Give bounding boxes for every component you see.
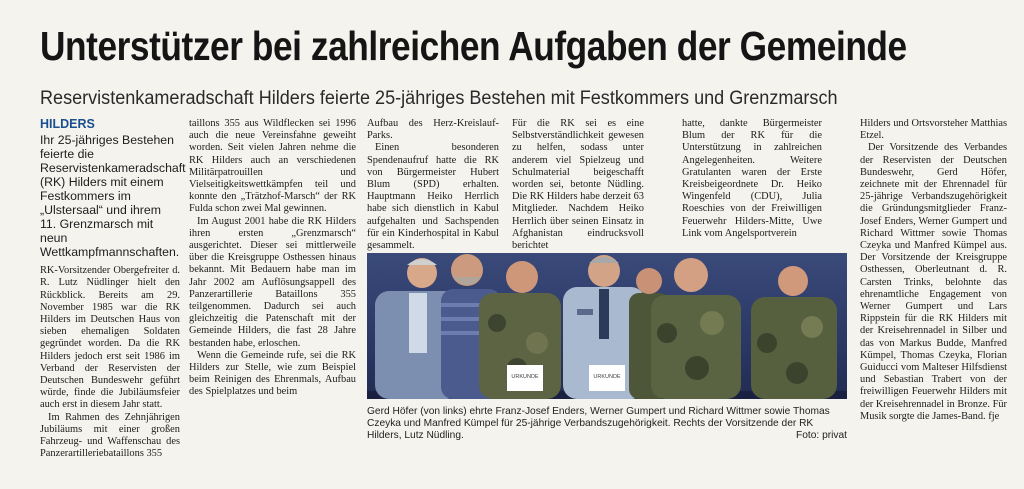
person-figure bbox=[479, 261, 561, 399]
article-column-6 bbox=[860, 118, 1007, 448]
headline: Unterstützer bei zahlreichen Aufgaben der Gemeinde bbox=[40, 23, 907, 69]
paragraph: hatte, dankte Bürgermeister Blum der RK für die Unterstützung in zahlreichen Angelegenheiten. Weitere Gratulanten waren der Erste Kreisbeigeordnete Dr. Heiko Wingenfeld (CDU), Julia Roeschies von der Freiwilligen Feuerwehr Hilders-Mitte, Uwe Link vom Angelsportverein bbox=[682, 118, 822, 239]
person-figure bbox=[651, 258, 741, 399]
photo-caption bbox=[367, 406, 847, 442]
photo-credit: Foto: privat bbox=[796, 430, 847, 441]
paragraph: taillons 355 aus Wildflecken sei 1996 auch die neue Vereinsfahne geweiht worden. Seit vielen Jahren nehme die RK Hilders auch an verschiedenen Militärpatrouillen und Vielseitigkeitswettkämpfen teil und konnte den „Trätzhof-Marsch“ der RK Fulda schon zwei Mal gewinnen. bbox=[189, 118, 356, 215]
lead-paragraph: Ihr 25-jähriges Bestehen feierte die Reservistenkameradschaft (RK) Hilders mit einem Festkommers im „Ulstersaal“ und ihrem 11. Grenzmarsch mit neun Wettkampfmannschaften. bbox=[40, 133, 186, 260]
group-photo bbox=[367, 253, 847, 399]
article-column-2 bbox=[189, 118, 356, 448]
paragraph: Einen besonderen Spendenaufruf hatte die RK von Bürgermeister Hubert Blum (SPD) erhalten. Hauptmann Heiko Herrlich habe sich dienstlich in Kabul aufgehalten und Sachspenden für ein Kinderhospital in Kabul gesammelt. bbox=[367, 142, 499, 252]
paragraph: Wenn die Gemeinde rufe, sei die RK Hilders zur Stelle, wie zum Beispiel beim Reinigen des Ehrenmals, Aufbau des Spielplatzes und beim bbox=[189, 349, 356, 398]
paragraph: Hilders und Ortsvorsteher Matthias Etzel. bbox=[860, 118, 1007, 142]
paragraph: Der Vorsitzende des Verbandes der Reservisten der Deutschen Bundeswehr, Gerd Höfer, zeichnete mit der Ehrennadel für 25-jährige Verbandszugehörigkeit die Gründungsmitglieder Franz-Josef Enders, Werner Gumpert und Richard Wittmer sowie Thomas Czeyka und Manfred Kümpel aus. Der Vorsitzende der Kreisgruppe Osthessen, Oberleutnant d. R. Carsten Trinks, belohnte das ehrenamtliche Engagement von Werner Gumpert und Lars Rippstein für die RK Hilders mit der Kreisehrennadel in Silber und das von Markus Budde, Manfred Kümpel, Thomas Czeyka, Florian Guiducci vom Malteser Hilfsdienst und Sebastian Trabert von der freiwilligen Feuerwehr Hilders mit der Kreisehrennadel in Bronze. Für Musik sorgte die James-Band. fje bbox=[860, 142, 1007, 422]
article-column-4 bbox=[512, 118, 644, 252]
paragraph: Im Rahmen des Zehnjährigen Jubiläums mit einer großen Fahrzeug- und Waffenschau des Panzerartilleriebataillons 355 bbox=[40, 411, 180, 460]
certificate-text: URKUNDE bbox=[593, 374, 621, 380]
paragraph: Aufbau des Herz-Kreislauf-Parks. bbox=[367, 118, 499, 142]
person-figure bbox=[751, 266, 837, 399]
caption-text: Gerd Höfer (von links) ehrte Franz-Josef Enders, Werner Gumpert und Richard Wittmer sowie Thomas Czeyka und Manfred Kümpel für 25-jährige Verbandszugehörigkeit. Rechts der Vorsitzende der RK Hilders, Lutz Nüdling. bbox=[367, 406, 830, 441]
paragraph: RK-Vorsitzender Obergefreiter d. R. Lutz Nüdlinger hielt den Rückblick. Bereits am 29. November 1985 war die RK Hilders im Deutschen Haus von sieben ehemaligen Soldaten gegründet worden. Da die RK Hilders jedoch erst seit 1986 im Verband der Reservisten der Deutschen Bundeswehr geführt würde, finde die Jubiläumsfeier auch erst in diesem Jahr statt. bbox=[40, 265, 180, 411]
paragraph: Im August 2001 habe die RK Hilders ihren ersten „Grenzmarsch“ ausgerichtet. Dieser sei mittlerweile über die Kreisgruppe Osthessen hinaus bekannt. Mit Bedauern habe man im Jahr 2002 am Auflösungsappell des Panzerartillerie Bataillons 355 teilgenommen. Dadurch sei auch gleichzeitig die Patenschaft mit der Gemeinde Hilders, die fast 28 Jahre bestanden habe, erloschen. bbox=[189, 215, 356, 349]
dateline: HILDERS bbox=[40, 117, 95, 131]
article-column-1 bbox=[40, 117, 186, 460]
paragraph: Für die RK sei es eine Selbstverständlichkeit gewesen zu helfen, sodass unter anderem viel Spielzeug und Schulmaterial beigeschafft worden sei, betonte Nüdling. Die RK Hilders habe derzeit 63 Mitglieder. Nachdem Heiko Herrlich über seinen Einsatz in Afghanistan eindrucksvoll berichtet bbox=[512, 118, 644, 252]
article-column-3 bbox=[367, 118, 499, 252]
certificate-text: URKUNDE bbox=[511, 374, 539, 380]
group-photo-illustration bbox=[367, 253, 847, 399]
article-column-5 bbox=[682, 118, 822, 246]
subheadline: Reservistenkameradschaft Hilders feierte 25-jähriges Bestehen mit Festkommers und Grenzmarsch bbox=[40, 88, 838, 109]
